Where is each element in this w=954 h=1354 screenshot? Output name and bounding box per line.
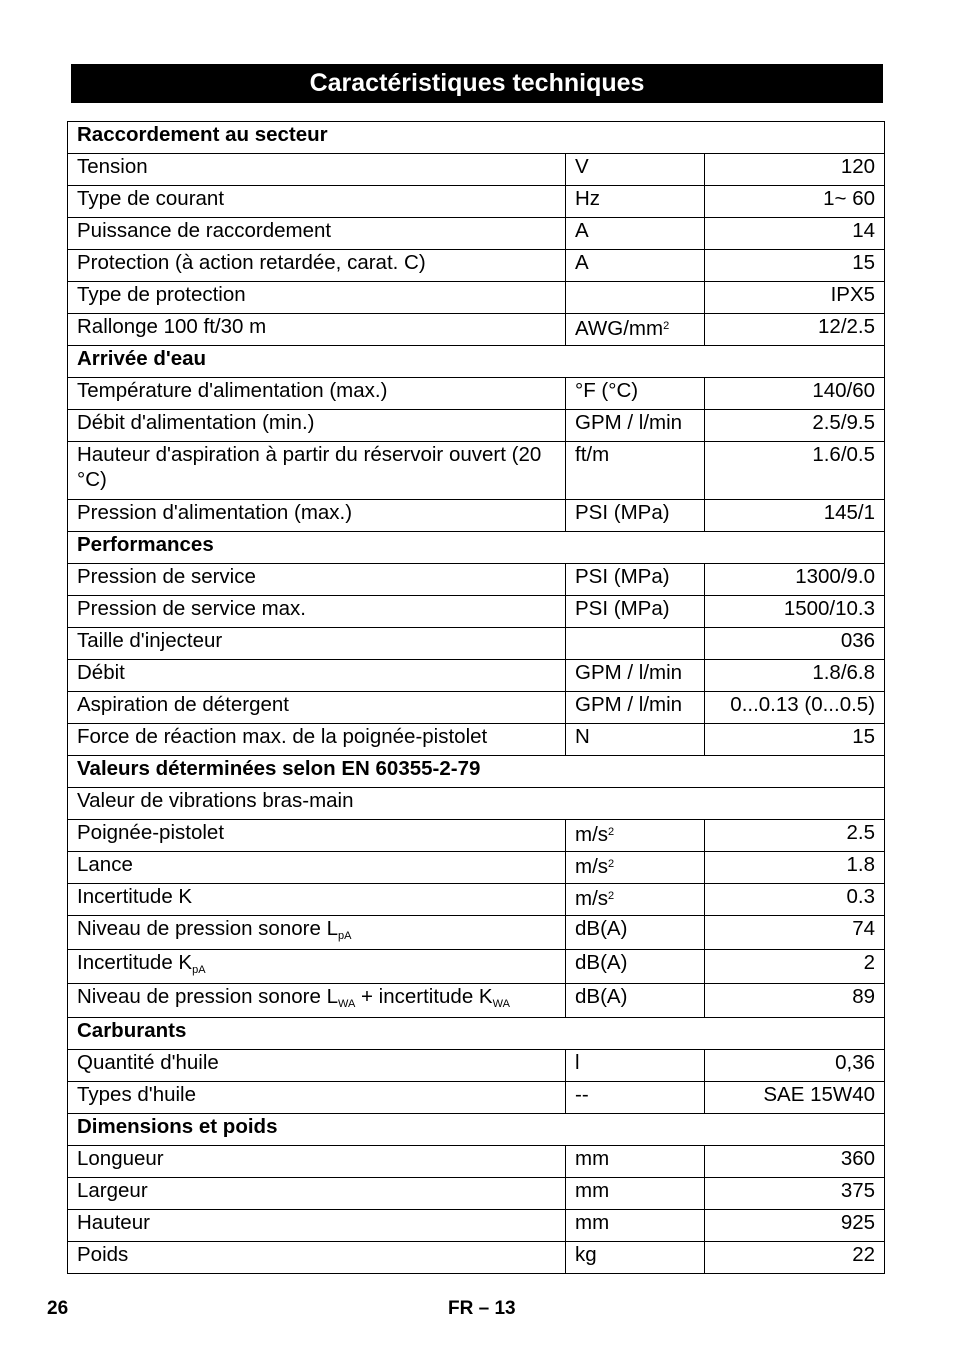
label-text: + incertitude K — [355, 985, 493, 1008]
table-row — [68, 314, 885, 346]
table-row — [68, 984, 885, 1018]
table-row — [68, 916, 885, 950]
section-heading: Carburants — [68, 1018, 885, 1050]
row-unit: mm — [566, 1178, 705, 1210]
section-heading-row — [68, 1018, 885, 1050]
row-value: 375 — [705, 1178, 885, 1210]
row-unit: PSI (MPa) — [566, 596, 705, 628]
page-reference: FR – 13 — [448, 1298, 516, 1319]
row-value: 1300/9.0 — [705, 564, 885, 596]
row-label — [68, 916, 566, 950]
row-value: 89 — [705, 984, 885, 1018]
row-value: 360 — [705, 1146, 885, 1178]
row-unit: kg — [566, 1242, 705, 1274]
row-label: Hauteur d'aspiration à partir du réservoir ouvert (20 °C) — [68, 442, 566, 500]
table-row — [68, 1210, 885, 1242]
unit-text: AWG/mm — [575, 317, 664, 340]
table-row — [68, 692, 885, 724]
section-heading: Raccordement au secteur — [68, 122, 885, 154]
table-row — [68, 1242, 885, 1274]
row-label: Pression de service max. — [68, 596, 566, 628]
table-row — [68, 442, 885, 500]
table-row — [68, 628, 885, 660]
row-label: Température d'alimentation (max.) — [68, 378, 566, 410]
spec-table — [67, 121, 885, 1274]
row-label: Puissance de raccordement — [68, 218, 566, 250]
row-unit — [566, 852, 705, 884]
section-heading: Dimensions et poids — [68, 1114, 885, 1146]
row-value: 145/1 — [705, 500, 885, 532]
section-heading: Performances — [68, 532, 885, 564]
row-unit: GPM / l/min — [566, 692, 705, 724]
table-row — [68, 884, 885, 916]
unit-text: m/s — [575, 887, 609, 910]
row-label: Débit d'alimentation (min.) — [68, 410, 566, 442]
row-unit: mm — [566, 1146, 705, 1178]
unit-superscript: 2 — [608, 826, 615, 838]
row-unit: GPM / l/min — [566, 660, 705, 692]
table-row — [68, 820, 885, 852]
table-row — [68, 950, 885, 984]
row-label: Poids — [68, 1242, 566, 1274]
unit-superscript: 2 — [663, 320, 670, 332]
section-heading: Arrivée d'eau — [68, 346, 885, 378]
row-value: 1500/10.3 — [705, 596, 885, 628]
label-subscript: pA — [337, 930, 352, 942]
unit-superscript: 2 — [608, 858, 615, 870]
row-label: Débit — [68, 660, 566, 692]
row-value: 74 — [705, 916, 885, 950]
section-heading-row — [68, 346, 885, 378]
row-label: Aspiration de détergent — [68, 692, 566, 724]
row-label: Largeur — [68, 1178, 566, 1210]
row-label: Tension — [68, 154, 566, 186]
row-value: 140/60 — [705, 378, 885, 410]
row-value: 1.8 — [705, 852, 885, 884]
page-number: 26 — [47, 1298, 69, 1319]
table-row — [68, 596, 885, 628]
subheading-row — [68, 788, 885, 820]
table-row — [68, 660, 885, 692]
section-heading: Valeurs déterminées selon EN 60355-2-79 — [68, 756, 885, 788]
row-label: Type de courant — [68, 186, 566, 218]
table-row — [68, 500, 885, 532]
section-heading-row — [68, 756, 885, 788]
row-label: Types d'huile — [68, 1082, 566, 1114]
row-value: 2.5/9.5 — [705, 410, 885, 442]
row-unit: °F (°C) — [566, 378, 705, 410]
row-label — [68, 984, 566, 1018]
row-value: 15 — [705, 250, 885, 282]
row-unit: A — [566, 250, 705, 282]
row-value: 1~ 60 — [705, 186, 885, 218]
row-unit: dB(A) — [566, 916, 705, 950]
row-unit: V — [566, 154, 705, 186]
table-row — [68, 1050, 885, 1082]
row-unit — [566, 820, 705, 852]
table-row — [68, 564, 885, 596]
row-unit: -- — [566, 1082, 705, 1114]
label-text: Niveau de pression sonore L — [77, 985, 338, 1008]
unit-superscript: 2 — [608, 890, 615, 902]
row-value: 15 — [705, 724, 885, 756]
row-value: 22 — [705, 1242, 885, 1274]
row-label: Poignée-pistolet — [68, 820, 566, 852]
row-unit: l — [566, 1050, 705, 1082]
row-value: SAE 15W40 — [705, 1082, 885, 1114]
table-row — [68, 154, 885, 186]
table-row — [68, 410, 885, 442]
row-label: Quantité d'huile — [68, 1050, 566, 1082]
row-label: Protection (à action retardée, carat. C) — [68, 250, 566, 282]
row-unit: dB(A) — [566, 950, 705, 984]
row-unit — [566, 314, 705, 346]
row-label: Pression d'alimentation (max.) — [68, 500, 566, 532]
row-unit — [566, 282, 705, 314]
row-label: Lance — [68, 852, 566, 884]
row-label: Force de réaction max. de la poignée-pistolet — [68, 724, 566, 756]
table-row — [68, 282, 885, 314]
row-unit: N — [566, 724, 705, 756]
row-unit: mm — [566, 1210, 705, 1242]
row-value: 036 — [705, 628, 885, 660]
row-value: 0...0.13 (0...0.5) — [705, 692, 885, 724]
row-value: 2 — [705, 950, 885, 984]
row-label: Pression de service — [68, 564, 566, 596]
row-unit: GPM / l/min — [566, 410, 705, 442]
row-value: 925 — [705, 1210, 885, 1242]
row-unit: PSI (MPa) — [566, 500, 705, 532]
row-label: Rallonge 100 ft/30 m — [68, 314, 566, 346]
table-row — [68, 852, 885, 884]
row-unit: ft/m — [566, 442, 705, 500]
table-row — [68, 1178, 885, 1210]
section-subheading: Valeur de vibrations bras-main — [68, 788, 885, 820]
section-heading-row — [68, 532, 885, 564]
row-label: Longueur — [68, 1146, 566, 1178]
table-row — [68, 218, 885, 250]
label-text: Niveau de pression sonore L — [77, 917, 338, 940]
row-value: 12/2.5 — [705, 314, 885, 346]
row-unit: dB(A) — [566, 984, 705, 1018]
row-unit: PSI (MPa) — [566, 564, 705, 596]
row-value: 1.6/0.5 — [705, 442, 885, 500]
unit-text: m/s — [575, 823, 609, 846]
row-value: 120 — [705, 154, 885, 186]
section-heading-row — [68, 1114, 885, 1146]
row-value: 14 — [705, 218, 885, 250]
row-label: Type de protection — [68, 282, 566, 314]
row-value: IPX5 — [705, 282, 885, 314]
row-value: 0.3 — [705, 884, 885, 916]
row-value: 2.5 — [705, 820, 885, 852]
label-subscript: WA — [492, 998, 510, 1010]
unit-text: m/s — [575, 855, 609, 878]
row-label: Hauteur — [68, 1210, 566, 1242]
table-row — [68, 378, 885, 410]
label-subscript: pA — [192, 964, 206, 976]
row-label: Incertitude K — [68, 884, 566, 916]
page-title: Caractéristiques techniques — [71, 64, 883, 103]
table-row — [68, 186, 885, 218]
row-label: Taille d'injecteur — [68, 628, 566, 660]
row-label — [68, 950, 566, 984]
row-unit — [566, 884, 705, 916]
table-row — [68, 250, 885, 282]
table-row — [68, 1082, 885, 1114]
row-value: 0,36 — [705, 1050, 885, 1082]
row-unit: A — [566, 218, 705, 250]
row-unit: Hz — [566, 186, 705, 218]
row-unit — [566, 628, 705, 660]
label-text: Incertitude K — [77, 951, 193, 974]
row-value: 1.8/6.8 — [705, 660, 885, 692]
table-row — [68, 1146, 885, 1178]
section-heading-row — [68, 122, 885, 154]
label-subscript: WA — [337, 998, 356, 1010]
table-row — [68, 724, 885, 756]
